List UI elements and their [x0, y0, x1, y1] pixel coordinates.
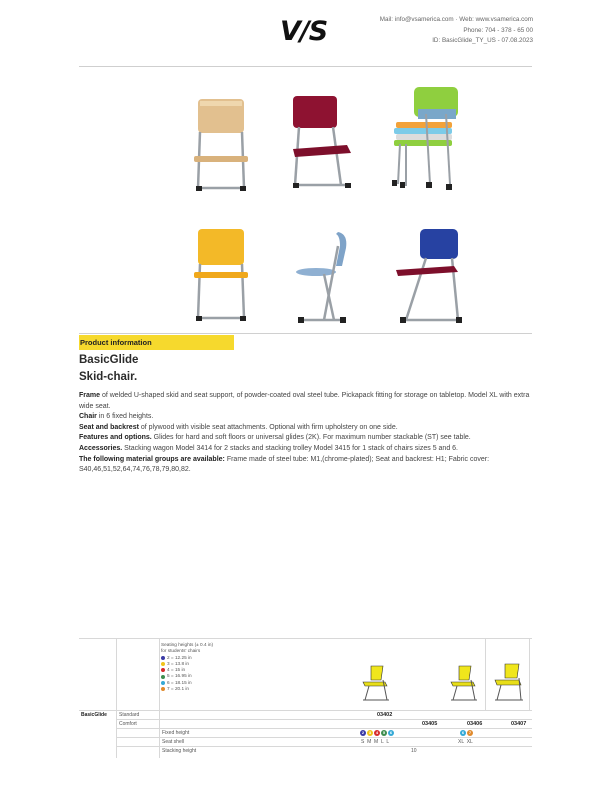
table-product-name: BasicGlide — [81, 712, 107, 718]
model-03406: 03406 — [467, 721, 483, 727]
desc-seat-backrest: Seat and backrest of plywood with visible seat attachments. Optional with firm upholstery on one side. — [79, 423, 398, 431]
model-03402: 03402 — [377, 712, 393, 718]
spec-table — [79, 638, 532, 758]
chair-stack-colors — [386, 84, 464, 194]
desc-materials: The following material groups are available: Frame made of steel tube: M1,(chrome-plated); Seat and backrest: H1; Fabric cover: S40,46,51,52,64,74,76,78,79,80,82. — [79, 455, 490, 474]
photo-divider — [79, 333, 532, 334]
product-name: BasicGlide — [79, 354, 139, 366]
thumb-chair-standard — [359, 664, 393, 704]
chair-blue-side — [294, 226, 354, 326]
header-divider — [79, 66, 532, 67]
legend-dot-2 — [161, 656, 165, 660]
document-id: ID: BasicGlide_TY_US - 07.08.2023 — [432, 37, 533, 44]
model-03405: 03405 — [422, 721, 438, 727]
height-badge-xl-6: 6 — [461, 730, 465, 735]
seat-shell-xl: XL XL — [458, 739, 473, 745]
fixed-heights-xl — [460, 730, 474, 736]
row-standard-label: Standard — [119, 712, 140, 718]
height-badge-6: 6 — [389, 730, 393, 735]
product-description — [79, 391, 534, 476]
legend-dot-5 — [161, 675, 165, 679]
chair-yellow — [188, 226, 254, 326]
contact-mail-web: Mail: info@vsamerica.com · Web: www.vsamerica.com — [379, 16, 533, 23]
thumb-chair-comfort-1 — [447, 664, 481, 704]
contact-phone: Phone: 704 - 378 - 65 00 — [463, 27, 533, 34]
legend-dot-3 — [161, 662, 165, 666]
seat-shell-standard: S M M L L — [361, 739, 390, 745]
height-badge-2: 2 — [361, 730, 365, 735]
height-badge-3: 3 — [368, 730, 372, 735]
model-03407: 03407 — [511, 721, 527, 727]
row-fixed-height-label: Fixed height — [162, 730, 190, 736]
row-comfort-label: Comfort — [119, 721, 137, 727]
chair-red-upholstered — [285, 93, 357, 193]
legend-dot-4 — [161, 668, 165, 672]
height-badge-5: 5 — [382, 730, 386, 735]
chair-blue-red-seat — [392, 226, 468, 326]
seating-heights-legend: Seating heights (± 0.4 in) for students' chairs 2 = 12.25 in 3 = 13.8 in 4 = 15 in 5 = 16.95 in 6 = 18.15 in 7 = 20.1 in — [161, 642, 214, 692]
row-stacking-label: Stacking height — [162, 748, 197, 754]
stacking-height-value: 10 — [411, 748, 417, 754]
fixed-heights-standard — [360, 730, 395, 736]
desc-chair: Chair in 6 fixed heights. — [79, 413, 154, 421]
product-subtitle: Skid-chair. — [79, 371, 138, 383]
desc-features: Features and options. Glides for hard and soft floors or universal glides (2K). For maximum number stackable (ST) see table. — [79, 434, 471, 442]
desc-frame: Frame of welded U-shaped skid and seat support, of powder-coated oval steel tube. Pickapack fitting for storage on tabletop. Model XL with extra wide seat. — [79, 392, 530, 410]
row-seat-shell-label: Seat shell — [162, 739, 184, 745]
height-badge-xl-7: 7 — [468, 730, 472, 735]
section-label: Product information — [79, 335, 234, 350]
chair-wood-natural — [188, 96, 254, 196]
legend-dot-6 — [161, 681, 165, 685]
brand-logo: V/S — [280, 16, 328, 47]
desc-accessories: Accessories. Stacking wagon Model 3414 for 2 stacks and stacking trolley Model 3415 for 1 stack of chairs sizes 5 and 6. — [79, 444, 458, 452]
thumb-chair-comfort-2 — [491, 662, 527, 704]
height-badge-4: 4 — [375, 730, 379, 735]
legend-dot-7 — [161, 687, 165, 691]
